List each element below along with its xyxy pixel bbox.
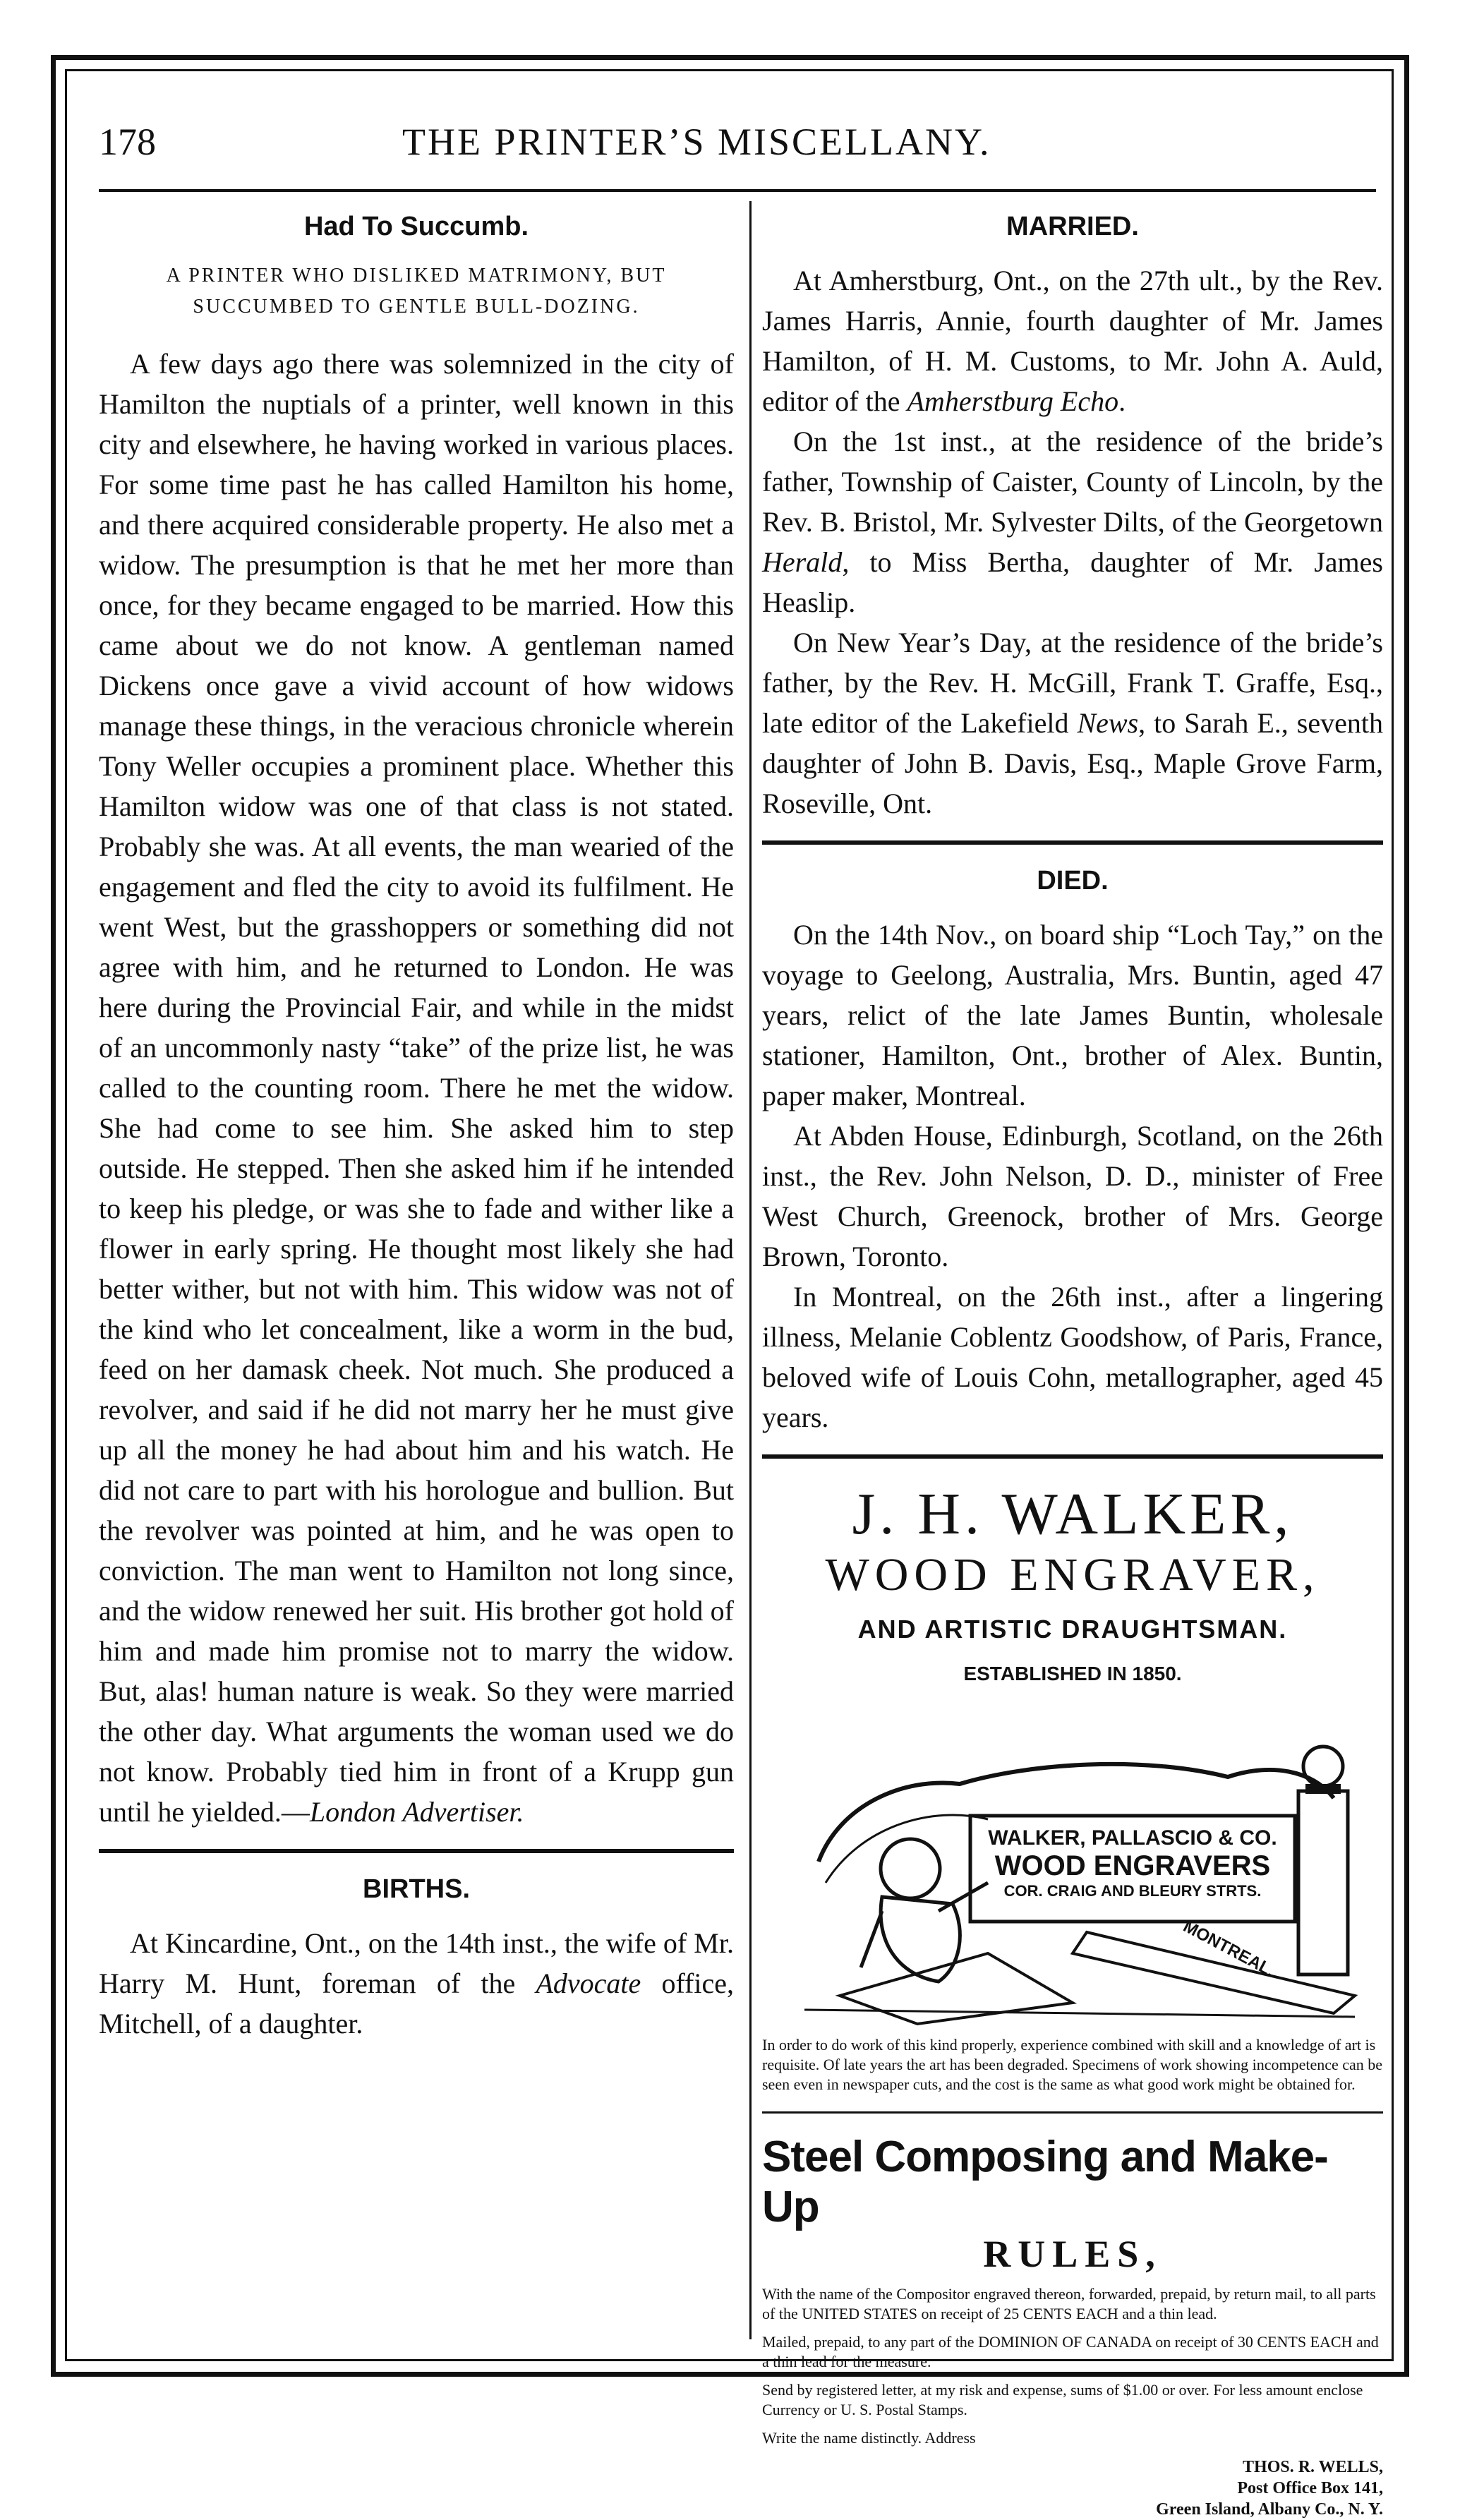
died-entry-1: On the 14th Nov., on board ship “Loch Tay,” on the voyage to Geelong, Australia, Mrs. Buntin, aged 47 years, relict of the late James Buntin, wholesale stationer, Hamilton, Ont., brother of Alex. Buntin, paper maker, Montreal. [762,919,1383,1111]
steel-ad-sign-3: Green Island, Albany Co., N. Y. [1156,2500,1383,2519]
steel-ad-sign-1: THOS. R. WELLS, [1243,2458,1383,2476]
births-text-a: At Kincardine, Ont., on the 14th inst., the wife of Mr. Harry M. Hunt, foreman of the [99,1927,734,1999]
births-title: BIRTHS. [363,1874,470,1904]
sign-line-1: WALKER, PALLASCIO & CO. [988,1826,1277,1850]
page-header [99,120,1376,176]
article-source: London Advertiser. [309,1796,524,1828]
column-divider [749,201,752,2339]
died-title: DIED. [1037,866,1109,896]
married-entry-1b: . [1118,385,1126,417]
married-entry-3a: On New Year’s Day, at the residence of the bride’s father, by the Rev. H. McGill, Frank T. Graffe, Esq., late editor of the Lakefield [762,627,1383,739]
married-body [762,260,1383,824]
steel-ad-line-4: Write the name distinctly. Address [762,2429,976,2447]
section-rule [762,1454,1383,1459]
died-body [762,915,1383,1437]
steel-rules-advertisement [762,2132,1383,2520]
engraving-sign [981,1826,1284,1900]
steel-ad-sign-2: Post Office Box 141, [1237,2479,1383,2497]
article-text: A few days ago there was solemnized in the city of Hamilton the nuptials of a printer, well known in this city and elsewhere, he having worked in various places. For some time past he has called Hamilton his home, and there acquired considerable property. He also met a widow. The presumption is that he met her more than once, for they became engaged to be married. How this came about we do not know. A gentleman named Dickens once gave a vivid account of how widows manage these things, in the veracious chronicle wherein Tony Weller occupies a prominent place. Whether this Hamilton widow was one of that class is not stated. Probably she was. At all events, the man wearied of the engagement and fled the city to avoid its fulfilment. He went West, but the grasshoppers or something did not agree with him, and he returned to London. He was here during the Provincial Fair, and while in the midst of an uncommonly nasty “take” of the prize list, he was called to the counting room. There he met the widow. She had come to see him. She asked him to step outside. He stepped. Then she asked him if he intended to keep his pledge, or was she to fade and wither like a flower in early spring. He thought most likely she had better wither, but not with him. This widow was not of the kind who let concealment, like a worm in the bud, feed on her damask cheek. Not much. She produced a revolver, and said if he did not marry her he must give up all the money he had about him and his watch. He did not care to part with his horologue and bullion. But the revolver was pointed at him, and he was open to conviction. The man went to Hamilton not long since, and the widow renewed her suit. His brother got hold of him and made him promise not to marry the widow. But, alas! human nature is weak. So they were married the other day. What arguments the woman used we do not know. Probably tied him in front of a Krupp gun until he yielded.— [99,348,734,1828]
married-entry-2a: On the 1st inst., at the residence of the bride’s father, Township of Caister, County of Lincoln, by the Rev. B. Bristol, Mr. Sylvester Dilts, of the Georgetown [762,426,1383,538]
died-entry-3: In Montreal, on the 26th inst., after a lingering illness, Melanie Coblentz Goodshow, of Paris, France, beloved wife of Louis Cohn, metallographer, aged 45 years. [762,1281,1383,1433]
married-entry-2b: , to Miss Bertha, daughter of Mr. James Heaslip. [762,546,1383,618]
died-entry-2: At Abden House, Edinburgh, Scotland, on the 26th inst., the Rev. John Nelson, D. D., minister of Free West Church, Greenock, brother of Mrs. George Brown, Toronto. [762,1120,1383,1272]
sign-city: MONTREAL. [1180,1917,1278,1981]
steel-ad-line-2: Mailed, prepaid, to any part of the DOMINION OF CANADA on receipt of 30 CENTS EACH and a thin lead for the measure. [762,2333,1379,2370]
ad-trade: WOOD ENGRAVER, [825,1549,1320,1600]
section-rule [99,1849,734,1853]
engraving-illustration [776,1699,1369,2024]
steel-ad-signature [762,2456,1383,2520]
steel-ad-title: Steel Composing and Make-Up [762,2133,1328,2231]
section-rule [762,2111,1383,2114]
births-text-b: office, Mitchell, of a daughter. [99,1967,734,2039]
married-entry-1a: At Amherstburg, Ont., on the 27th ult., by the Rev. James Harris, Annie, fourth daughter of Mr. James Hamilton, of H. M. Customs, to Mr. John A. Auld, editor of the [762,265,1383,417]
article-subhead: A PRINTER WHO DISLIKED MATRIMONY, BUT SUCCUMBED TO GENTLE BULL-DOZING. [166,265,667,318]
ad-name: J. H. WALKER, [852,1481,1293,1547]
steel-ad-rules: RULES, [983,2233,1162,2275]
married-title: MARRIED. [1006,212,1139,241]
steel-ad-line-1: With the name of the Compositor engraved thereon, forwarded, prepaid, by return mail, to all parts of the UNITED STATES on receipt of 25 CENTS EACH and a thin lead. [762,2285,1376,2322]
sign-line-3: COR. CRAIG AND BLEURY STRTS. [1003,1882,1262,1900]
running-title: THE PRINTER’S MISCELLANY. [402,121,991,163]
ad-established: ESTABLISHED IN 1850. [963,1663,1182,1684]
ad-subtitle: AND ARTISTIC DRAUGHTSMAN. [857,1615,1288,1644]
page-number: 178 [99,121,156,163]
married-entry-3-paper: News [1077,707,1139,739]
sign-line-2: WOOD ENGRAVERS [994,1850,1271,1881]
married-entry-1-paper: Amherstburg Echo [907,385,1119,417]
article-body [99,344,734,1832]
married-entry-3b: , to Sarah E., seventh daughter of John B. Davis, Esq., Maple Grove Farm, Roseville, Ont. [762,707,1383,819]
steel-ad-line-3: Send by registered letter, at my risk and expense, sums of $1.00 or over. For less amount enclose Currency or U. S. Postal Stamps. [762,2381,1363,2418]
right-column [762,212,1383,2520]
ad-note: In order to do work of this kind properly, experience combined with skill and a knowledge of art is requisite. Of late years the art has been degraded. Specimens of work showing incompetence can be seen even in newspaper cuts, and the cost is the same as what good work might be obtained for. [762,2036,1383,2093]
section-rule [762,840,1383,845]
walker-advertisement [762,1480,1383,2094]
article-title: Had To Succumb. [303,212,529,241]
header-rule [99,189,1376,192]
married-entry-2-paper: Herald [762,546,843,578]
births-body [99,1923,734,2044]
births-paper: Advocate [536,1967,641,1999]
left-column [99,212,734,2044]
